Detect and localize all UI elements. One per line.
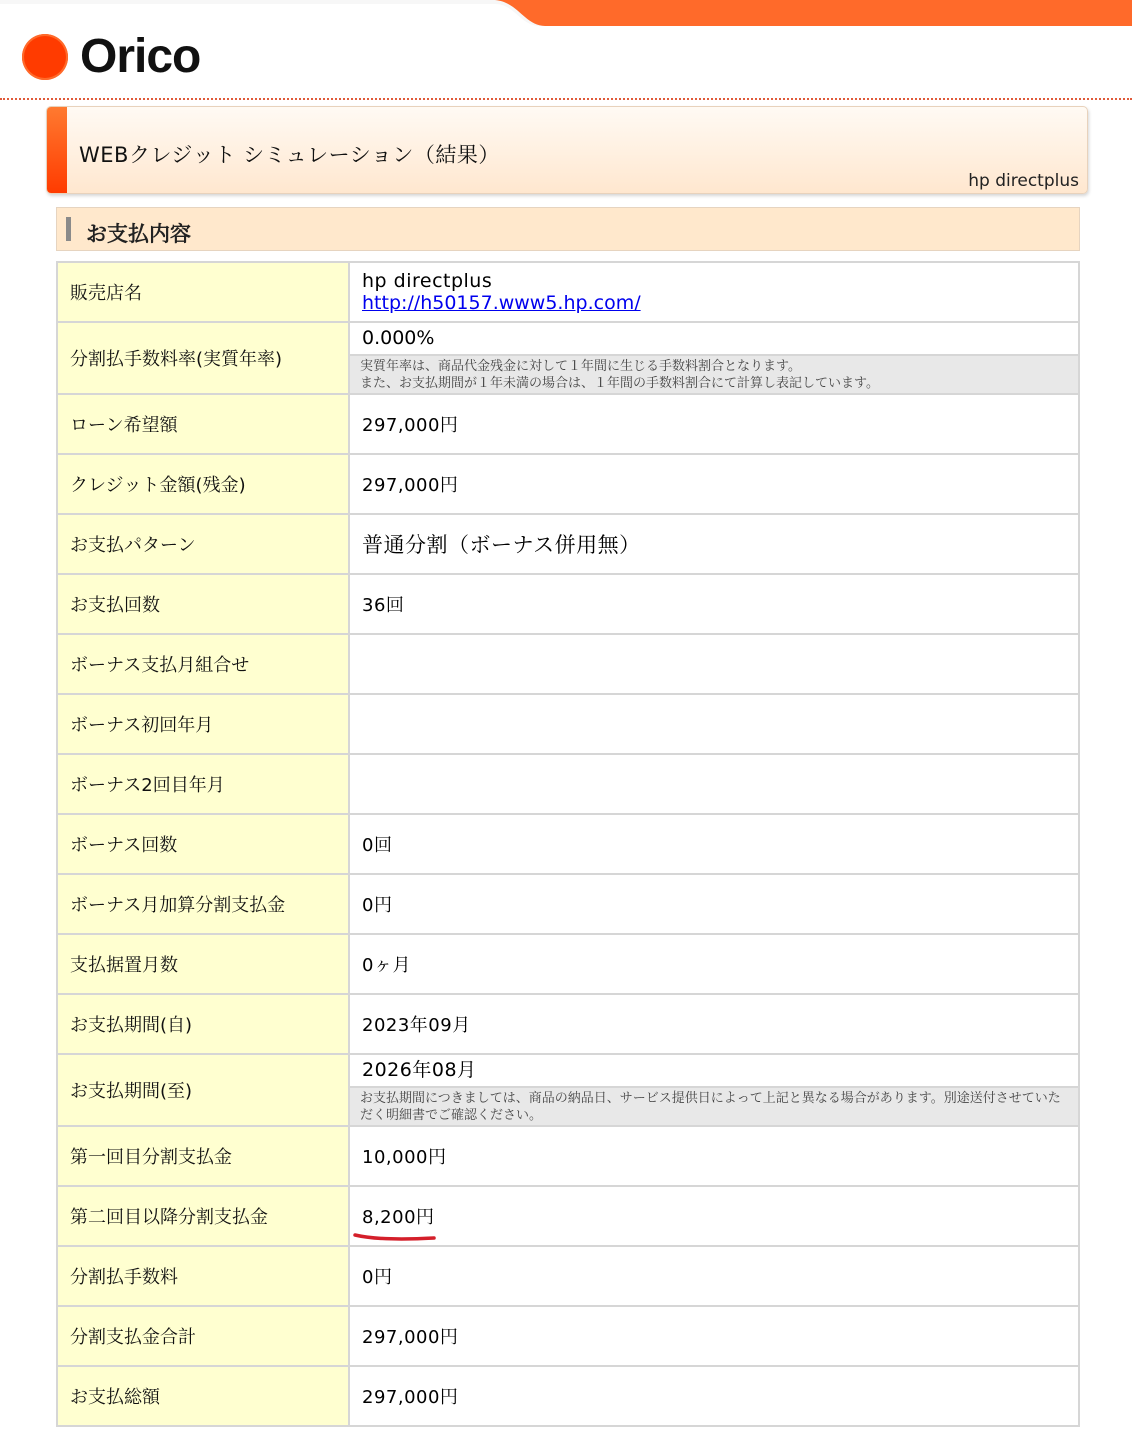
section-title: お支払内容 — [86, 222, 191, 246]
table-row — [57, 574, 1079, 634]
payment-details-table — [56, 261, 1080, 1427]
row-value: 0ヶ月 — [349, 934, 1079, 994]
section-header — [56, 207, 1080, 251]
store-cell — [349, 262, 1079, 322]
row-label: ボーナス回数 — [57, 814, 349, 874]
row-label: ボーナス月加算分割支払金 — [57, 874, 349, 934]
table-row — [57, 694, 1079, 754]
table-row — [57, 1126, 1079, 1186]
rate-cell — [349, 322, 1079, 394]
table-row — [57, 994, 1079, 1054]
table-row — [57, 1054, 1079, 1126]
row-value: 0円 — [349, 874, 1079, 934]
table-row — [57, 1186, 1079, 1246]
top-orange-band — [0, 0, 1132, 28]
row-label: お支払期間(至) — [57, 1054, 349, 1126]
rate-note-line1: 実質年率は、商品代金残金に対して１年間に生じる手数料割合となります。 — [360, 359, 801, 374]
header-divider — [0, 98, 1132, 100]
table-row — [57, 754, 1079, 814]
table-row — [57, 1366, 1079, 1426]
period-note: お支払期間につきましては、商品の納品日、サービス提供日によって上記と異なる場合があります。別途送付させていただく明細書でご確認ください。 — [350, 1086, 1078, 1125]
period-end-cell — [349, 1054, 1079, 1126]
logo-text: Orico — [80, 30, 201, 83]
header-store-name: hp directplus — [968, 171, 1079, 191]
row-label: ボーナス2回目年月 — [57, 754, 349, 814]
row-label: お支払期間(自) — [57, 994, 349, 1054]
row-label: ボーナス初回年月 — [57, 694, 349, 754]
table-row — [57, 1306, 1079, 1366]
section-bar-icon — [66, 217, 71, 241]
store-url-link[interactable]: http://h50157.www5.hp.com/ — [362, 291, 641, 314]
row-label: 分割支払金合計 — [57, 1306, 349, 1366]
page-title-box — [46, 106, 1088, 194]
table-row — [57, 934, 1079, 994]
period-end-value: 2026年08月 — [362, 1059, 477, 1081]
red-underline-annotation — [352, 1231, 442, 1245]
orico-logo — [22, 32, 200, 82]
store-name: hp directplus — [362, 269, 493, 292]
title-accent-bar — [47, 107, 67, 193]
row-value — [349, 634, 1079, 694]
row-value: 8,200円 — [349, 1186, 1079, 1246]
table-row — [57, 1246, 1079, 1306]
row-value: 2023年09月 — [349, 994, 1079, 1054]
table-row — [57, 322, 1079, 394]
table-row — [57, 874, 1079, 934]
table-row — [57, 262, 1079, 322]
logo-circle-icon — [22, 34, 68, 80]
rate-note — [350, 354, 1078, 393]
row-value: 0回 — [349, 814, 1079, 874]
table-row — [57, 814, 1079, 874]
row-label: 支払据置月数 — [57, 934, 349, 994]
row-value: 297,000円 — [349, 1366, 1079, 1426]
row-value: 297,000円 — [349, 454, 1079, 514]
row-label: 分割払手数料率(実質年率) — [57, 322, 349, 394]
row-value — [349, 754, 1079, 814]
row-label: 販売店名 — [57, 262, 349, 322]
page-title: WEBクレジット シミュレーション（結果） — [79, 143, 500, 167]
row-label: ローン希望額 — [57, 394, 349, 454]
row-label: お支払回数 — [57, 574, 349, 634]
row-value: 10,000円 — [349, 1126, 1079, 1186]
row-label: ボーナス支払月組合せ — [57, 634, 349, 694]
row-label: クレジット金額(残金) — [57, 454, 349, 514]
row-value: 297,000円 — [349, 394, 1079, 454]
row-value: 36回 — [349, 574, 1079, 634]
rate-note-line2: また、お支払期間が１年未満の場合は、１年間の手数料割合にて計算し表記しています。 — [360, 376, 879, 391]
row-label: 分割払手数料 — [57, 1246, 349, 1306]
row-value: 0円 — [349, 1246, 1079, 1306]
row-value: 297,000円 — [349, 1306, 1079, 1366]
rate-value: 0.000% — [362, 327, 435, 349]
table-row — [57, 514, 1079, 574]
row-label: お支払パターン — [57, 514, 349, 574]
row-label: お支払総額 — [57, 1366, 349, 1426]
table-row — [57, 634, 1079, 694]
row-label: 第一回目分割支払金 — [57, 1126, 349, 1186]
table-row — [57, 394, 1079, 454]
row-label: 第二回目以降分割支払金 — [57, 1186, 349, 1246]
row-value — [349, 694, 1079, 754]
table-row — [57, 454, 1079, 514]
row-value: 普通分割（ボーナス併用無） — [349, 514, 1079, 574]
